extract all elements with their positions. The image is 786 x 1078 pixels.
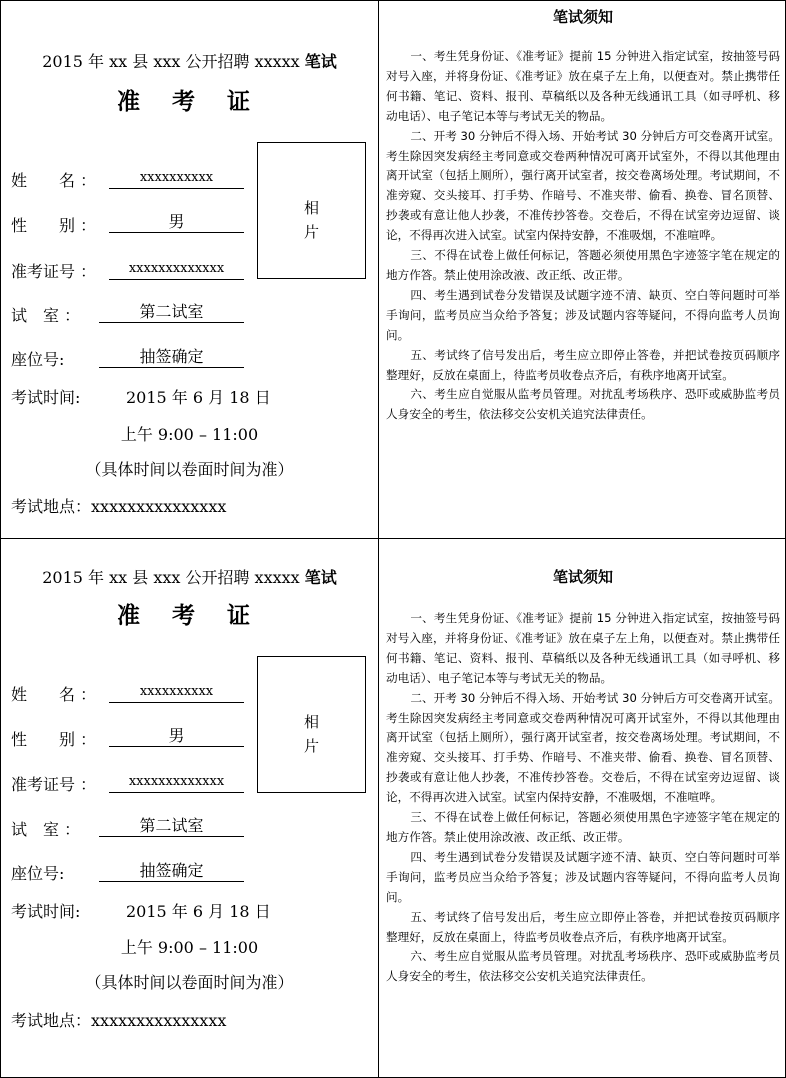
notice-item: 五、考试终了信号发出后，考生应立即停止答卷，并把试卷按页码顺序整理好，反放在桌面上，待监考员收卷点齐后，有秩序地离开试室。	[386, 909, 780, 944]
time-label: 考试时间:	[11, 902, 81, 921]
date-value: 2015 年 6 月 18 日	[126, 902, 271, 921]
ticket-row	[11, 259, 96, 282]
photo-label-char2: 片	[303, 737, 319, 755]
room-value: 第二试室	[99, 303, 244, 323]
gender-label: 性 别 ：	[11, 216, 97, 235]
notice-item: 三、不得在试卷上做任何标记，答题必须使用黑色字迹签字笔在规定的地方作答。禁止使用涂改液、改正纸、改正带。	[386, 810, 780, 844]
exam-title-suffix: 笔试	[304, 52, 337, 71]
gender-label: 性 别 ：	[11, 730, 97, 749]
room-label: 试 室 ：	[11, 306, 81, 325]
exam-title-prefix: 2015 年 xx 县 xxx 公开招聘 xxxxx	[42, 568, 305, 587]
name-row	[11, 682, 96, 705]
ticket-value: xxxxxxxxxxxxx	[109, 773, 244, 793]
notice-item: 四、考生遇到试卷分发错误及试题字迹不清、缺页、空白等问题时可举手询问，监考员应当众给予答复；涉及试题内容等疑问，不得向监考人员询问。	[386, 849, 780, 904]
notice-item: 二、开考 30 分钟后不得入场、开始考试 30 分钟后方可交卷离开试室。考生除因突发病经主考同意或交卷两种情况可离开试室外，不得以其他理由离开试室（包括上厕所），强行离开试室者，按交卷离场处理。考试期间，不准旁窥、交头接耳、打手势、作暗号、不准夹带、偷看、换卷、冒名顶替、抄袭或有意让他人抄袭，不准传抄答卷。交卷后，不得在试室旁边逗留、谈论，不得再次进入试室。试室内保持安静，不准吸烟，不准喧哗。	[386, 128, 780, 243]
time-note: （具体时间以卷面时间为准）	[85, 973, 294, 992]
photo-label-char1: 相	[303, 199, 319, 217]
notice-item: 一、考生凭身份证、《准考证》提前 15 分钟进入指定试室，按抽签号码对号入座，并将身份证、《准考证》放在桌子左上角，以便查对。禁止携带任何书籍、笔记、资料、报刊、草稿纸以及各种无线通讯工具（如寻呼机、移动电话）、电子笔记本等与考试无关的物品。	[386, 49, 780, 123]
notice-item: 四、考生遇到试卷分发错误及试题字迹不清、缺页、空白等问题时可举手询问，监考员应当众给予答复；涉及试题内容等疑问，不得向监考人员询问。	[386, 287, 780, 342]
seat-value: 抽签确定	[99, 348, 244, 368]
exam-title	[1, 49, 378, 72]
card-heading: 准 考 证	[116, 89, 262, 115]
exam-title	[1, 565, 378, 588]
notice-item: 二、开考 30 分钟后不得入场、开始考试 30 分钟后方可交卷离开试室。考生除因突发病经主考同意或交卷两种情况可离开试室外，不得以其他理由离开试室（包括上厕所），强行离开试室者，按交卷离场处理。考试期间，不准旁窥、交头接耳、打手势、作暗号、不准夹带、偷看、换卷、冒名顶替、抄袭或有意让他人抄袭，不准传抄答卷。交卷后，不得在试室旁边逗留、谈论，不得再次进入试室。试室内保持安静，不准吸烟，不准喧哗。	[386, 690, 780, 805]
time-value: 上午 9:00 – 11:00	[120, 938, 259, 957]
time-value: 上午 9:00 – 11:00	[120, 425, 259, 444]
gender-row	[11, 213, 96, 236]
room-row	[11, 817, 80, 840]
name-label: 姓 名 ：	[11, 171, 97, 190]
photo-label-char1: 相	[303, 713, 319, 731]
notice-item: 六、考生应自觉服从监考员管理。对扰乱考场秩序、恐吓或威胁监考员人身安全的考生，依法移交公安机关追究法律责任。	[386, 949, 780, 984]
notice-body	[386, 609, 780, 987]
gender-value: 男	[109, 727, 244, 747]
photo-box	[257, 656, 366, 793]
exam-title-prefix: 2015 年 xx 县 xxx 公开招聘 xxxxx	[42, 52, 305, 71]
room-label: 试 室 ：	[11, 820, 81, 839]
ticket-value: xxxxxxxxxxxxx	[109, 260, 244, 280]
time-note: （具体时间以卷面时间为准）	[85, 460, 294, 479]
photo-box	[257, 142, 366, 279]
time-row	[11, 899, 271, 922]
place-label: 考试地点：	[11, 1011, 92, 1030]
name-label: 姓 名 ：	[11, 685, 97, 704]
gender-row	[11, 727, 96, 750]
photo-label-char2: 片	[303, 223, 319, 241]
date-value: 2015 年 6 月 18 日	[126, 388, 271, 407]
card-heading: 准 考 证	[116, 603, 262, 629]
ticket-row	[11, 772, 96, 795]
seat-row	[11, 347, 64, 370]
time-row	[11, 385, 271, 408]
seat-label: 座位号:	[11, 864, 65, 883]
notice-item: 五、考试终了信号发出后，考生应立即停止答卷，并把试卷按页码顺序整理好，反放在桌面上，待监考员收卷点齐后，有秩序地离开试室。	[386, 347, 780, 382]
place-label: 考试地点：	[11, 497, 92, 516]
admission-card-top	[1, 1, 786, 539]
time-label: 考试时间:	[11, 388, 81, 407]
admission-card-bottom	[1, 539, 786, 1077]
ticket-label: 准考证号 ：	[11, 775, 97, 794]
room-value: 第二试室	[99, 817, 244, 837]
notice-body	[386, 47, 780, 425]
place-value: xxxxxxxxxxxxxxx	[91, 497, 227, 516]
seat-row	[11, 861, 64, 884]
place-row	[11, 1008, 226, 1031]
notice-item: 一、考生凭身份证、《准考证》提前 15 分钟进入指定试室，按抽签号码对号入座，并将身份证、《准考证》放在桌子左上角，以便查对。禁止携带任何书籍、笔记、资料、报刊、草稿纸以及各种无线通讯工具（如寻呼机、移动电话）、电子笔记本等与考试无关的物品。	[386, 611, 780, 685]
notice-item: 三、不得在试卷上做任何标记，答题必须使用黑色字迹签字笔在规定的地方作答。禁止使用涂改液、改正纸、改正带。	[386, 248, 780, 282]
gender-value: 男	[109, 213, 244, 233]
place-row	[11, 494, 226, 517]
ticket-label: 准考证号 ：	[11, 262, 97, 281]
seat-value: 抽签确定	[99, 862, 244, 882]
place-value: xxxxxxxxxxxxxxx	[91, 1011, 227, 1030]
seat-label: 座位号:	[11, 350, 65, 369]
notice-title: 笔试须知	[552, 8, 613, 26]
notice-title: 笔试须知	[552, 568, 613, 586]
name-value: xxxxxxxxxx	[109, 169, 244, 189]
name-value: xxxxxxxxxx	[109, 683, 244, 703]
exam-title-suffix: 笔试	[304, 568, 337, 587]
name-row	[11, 168, 96, 191]
room-row	[11, 303, 80, 326]
notice-item: 六、考生应自觉服从监考员管理。对扰乱考场秩序、恐吓或威胁监考员人身安全的考生，依法移交公安机关追究法律责任。	[386, 387, 780, 422]
